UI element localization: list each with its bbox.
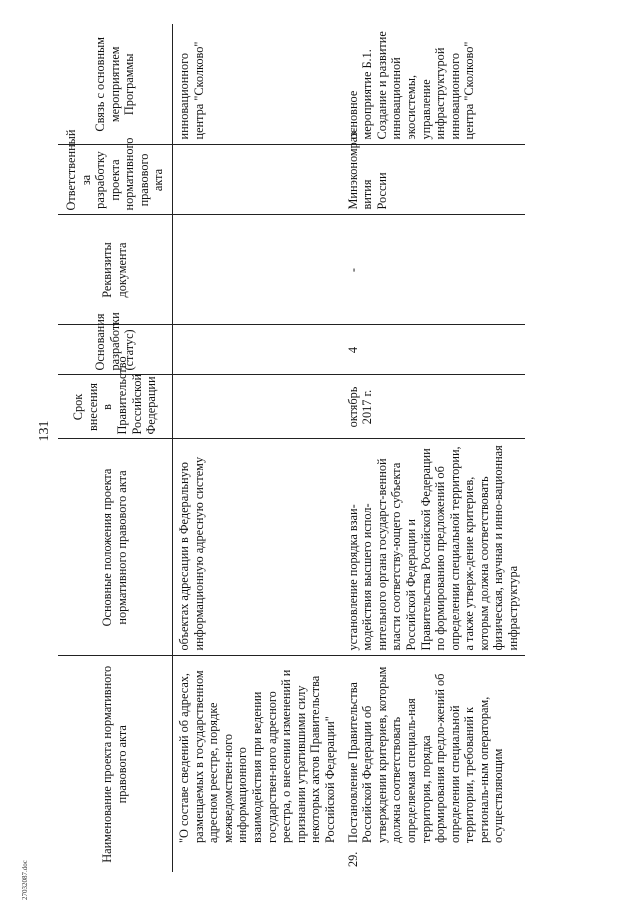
header-details: Реквизиты документа [58,215,173,325]
header-basis: Основания разработки (статус) [58,325,173,375]
cell-act-name [173,656,342,872]
cell-act-name [342,656,525,872]
cell-responsible: Минэкономраз-вития России [342,145,525,215]
header-program-link: Связь с основным мероприятием Программы [58,24,173,145]
cell-term: октябрь 2017 г. [342,375,525,439]
legislation-table [58,24,525,872]
cell-responsible [173,145,342,215]
cell-provisions: установление порядка взаи-модействия высшего испол-нительного органа государст-венной власти соответству-ющего субъекта Российской Федерации и Правительства Российской Федерации по формированию предложений об определении специальной территории, а также утверж-дение критериев, которым должна соответствовать физическая, научная и инно-вационная инфраструктура [342,439,525,656]
cell-program-link: инновационного центра "Сколково" [173,24,342,145]
cell-details: - [342,215,525,325]
cell-basis: 4 [342,325,525,375]
cell-provisions: объектах адресации в Федеральную информационную адресную систему [173,439,342,656]
cell-program-link: основное мероприятие Б.1. Создание и развитие инновационной экосистемы, управление инфраструктурой инновационного центра "Сколково" [342,24,525,145]
header-responsible: Ответственный за разработку проекта нормативного правового акта [58,145,173,215]
header-act-name: Наименование проекта нормативного правового акта [58,656,173,872]
act-name-text: "О составе сведений об адресах, размещаемых в государственном адресном реестре, порядке межведомствен-ного информационного взаимодействия при ведении государствен-ного адресного реестра, о внесении изменений и признании утратившими силу некоторых актов Правительства Российской Федерации" [177,669,337,843]
act-name-text: Постановление Правительства Российской Федерации об утверждении критериев, которым должна соответствовать определяемая специаль-ная территория, порядка формирования предло-жений об определении специальной территории, требований к региональ-ным операторам, осуществляющим [345,666,506,843]
page-number: 131 [37,420,52,442]
header-provisions: Основные положения проекта нормативного правового акта [58,439,173,656]
row-number: 29. [345,851,360,867]
header-term: Срок внесения в Правительство Российской Федерации [58,375,173,439]
rotated-table-container [58,24,598,872]
cell-term [173,375,342,439]
footer-file-name: 27032087.doc [21,860,29,900]
table-header-row [58,24,173,872]
cell-basis [173,325,342,375]
table-row [173,24,342,872]
table-row [342,24,525,872]
cell-details [173,215,342,325]
